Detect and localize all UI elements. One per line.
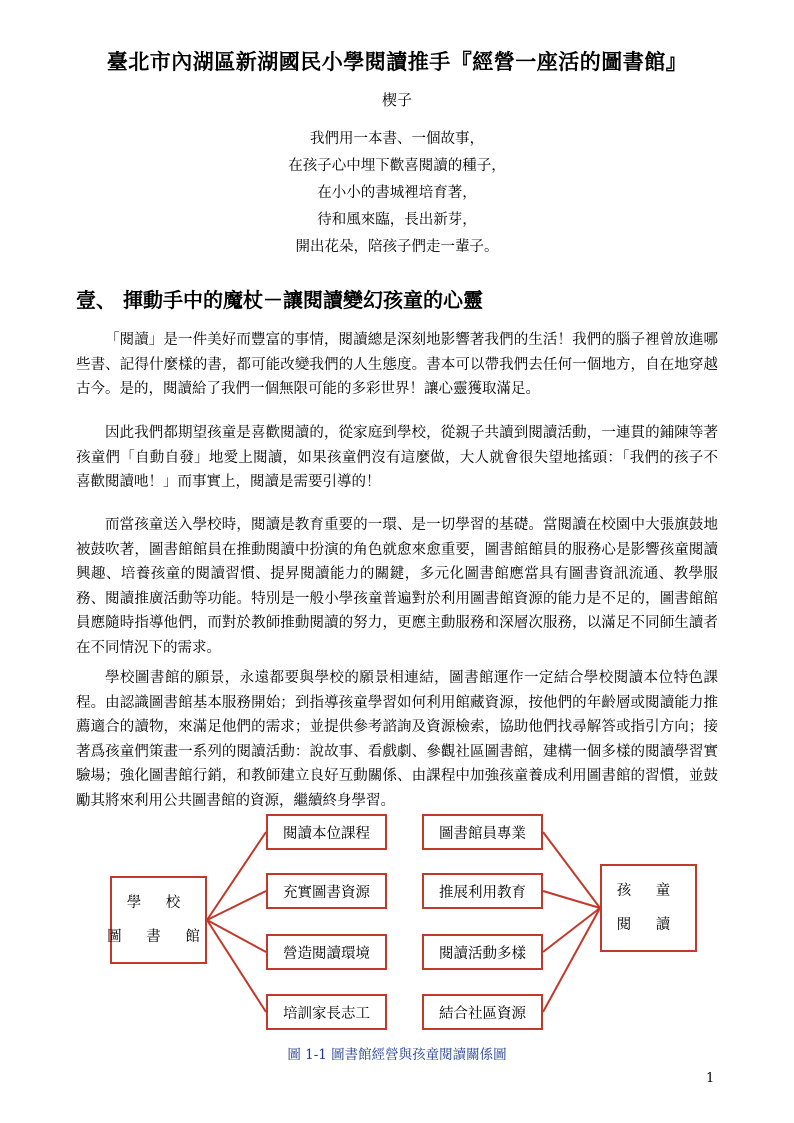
child-reading-line-2: 閱 讀 — [616, 917, 681, 933]
diagram-node: 結合社區資源 — [422, 994, 543, 1030]
connector-line-right-3 — [543, 908, 600, 1012]
body-paragraph: 而當孩童送入學校時，閱讀是教育重要的一環、是一切學習的基礎。當閱讀在校園中大張旗鼓地被鼓吹著，圖書館館員在推動閱讀中扮演的角色就愈來愈重要，圖書館館員的服務心是影響孩童閱讀興趣、培養孩童的閱讀習慣、提昇閱讀能力的關鍵，多元化圖書館應當具有圖書資訊流通、教學服務、閱讀推廣活動等功能。特別是一般小學孩童普遍對於利用圖書館資源的能力是不足的，圖書館館員應隨時指導他們，而對於教師推動閱讀的努力，更應主動服務和深層次服務，以滿足不同師生讀者在不同情況下的需求。 — [76, 517, 718, 656]
prologue-heading: 楔子 — [381, 91, 412, 109]
diagram-node: 圖書館員專業 — [422, 814, 543, 850]
diagram-node: 充實圖書資源 — [266, 873, 387, 909]
body-paragraph: 因此我們都期望孩童是喜歡閱讀的，從家庭到學校，從親子共讀到閱讀活動，一連貫的鋪陳等著孩童們「自動自發」地愛上閱讀，如果孩童們沒有這麼做，大人就會很失望地搖頭：「我們的孩子不喜歡閱讀吔！」而事實上，閱讀是需要引導的！ — [76, 425, 718, 490]
page-number: 1 — [706, 1071, 715, 1086]
school-library-box — [107, 876, 210, 964]
diagram-node: 推展利用教育 — [422, 873, 543, 909]
diagram-node: 閱讀本位課程 — [266, 814, 387, 850]
connector-line-right-2 — [543, 908, 600, 952]
poem-line: 開出花朵，陪孩子們走一輩子。 — [295, 239, 499, 255]
document-title: 臺北市內湖區新湖國民小學閱讀推手『經營一座活的圖書館』 — [106, 49, 688, 74]
school-library-line-1: 學 校 — [126, 895, 191, 911]
body-paragraph: 學校圖書館的願景，永遠都要與學校的願景相連結，圖書館運作一定結合學校閱讀本位特色課程。由認識圖書館基本服務開始；到指導孩童學習如何利用館藏資源，按他們的年齡層或閱讀能力推薦適合的讀物，來滿足他們的需求；並提供參考諮詢及資源檢索，協助他們找尋解答或指引方向；接著爲孩童們策畫一系列的閱讀活動：說故事、看戲劇、參觀社區圖書館，建構一個多樣的閱讀學習實驗場；強化圖書館行銷，和教師建立良好互動關係、由課程中加強孩童養成利用圖書館的習慣，並鼓勵其將來利用公共圖書館的資源，繼續終身學習。 — [76, 670, 718, 809]
body-paragraph: 「閱讀」是一件美好而豐富的事情，閱讀總是深刻地影響著我們的生活！我們的腦子裡曾放進哪些書、記得什麼樣的書，都可能改變我們的人生態度。書本可以帶我們去任何一個地方，自在地穿越古今。是的，閱讀給了我們一個無限可能的多彩世界！讓心靈獲取滿足。 — [76, 332, 718, 397]
prologue-poem — [0, 126, 794, 261]
diagram-node: 閱讀活動多樣 — [422, 934, 543, 970]
poem-line: 待和風來臨，長出新芽， — [317, 212, 477, 228]
poem-line: 我們用一本書、一個故事， — [310, 131, 484, 147]
connector-line-left-0 — [207, 832, 266, 920]
connector-line-left-2 — [207, 920, 266, 952]
figure-caption: 圖 1-1 圖書館經營與孩童閱讀關係圖 — [287, 1047, 507, 1063]
relationship-diagram — [100, 810, 700, 1038]
connector-line-right-0 — [543, 832, 600, 908]
poem-line: 在小小的書城裡培育著， — [317, 185, 477, 201]
school-library-line-2: 圖 書 館 — [107, 929, 210, 945]
diagram-node: 培訓家長志工 — [266, 994, 387, 1030]
diagram-node: 營造閱讀環境 — [266, 934, 387, 970]
child-reading-line-1: 孩 童 — [616, 883, 681, 899]
connector-line-right-1 — [543, 891, 600, 908]
connector-line-left-3 — [207, 920, 266, 1012]
section-heading: 壹、 揮動手中的魔杖－讓閱讀變幻孩童的心靈 — [76, 288, 483, 312]
child-reading-box — [600, 864, 697, 952]
poem-line: 在孩子心中埋下歡喜閱讀的種子， — [288, 158, 506, 174]
